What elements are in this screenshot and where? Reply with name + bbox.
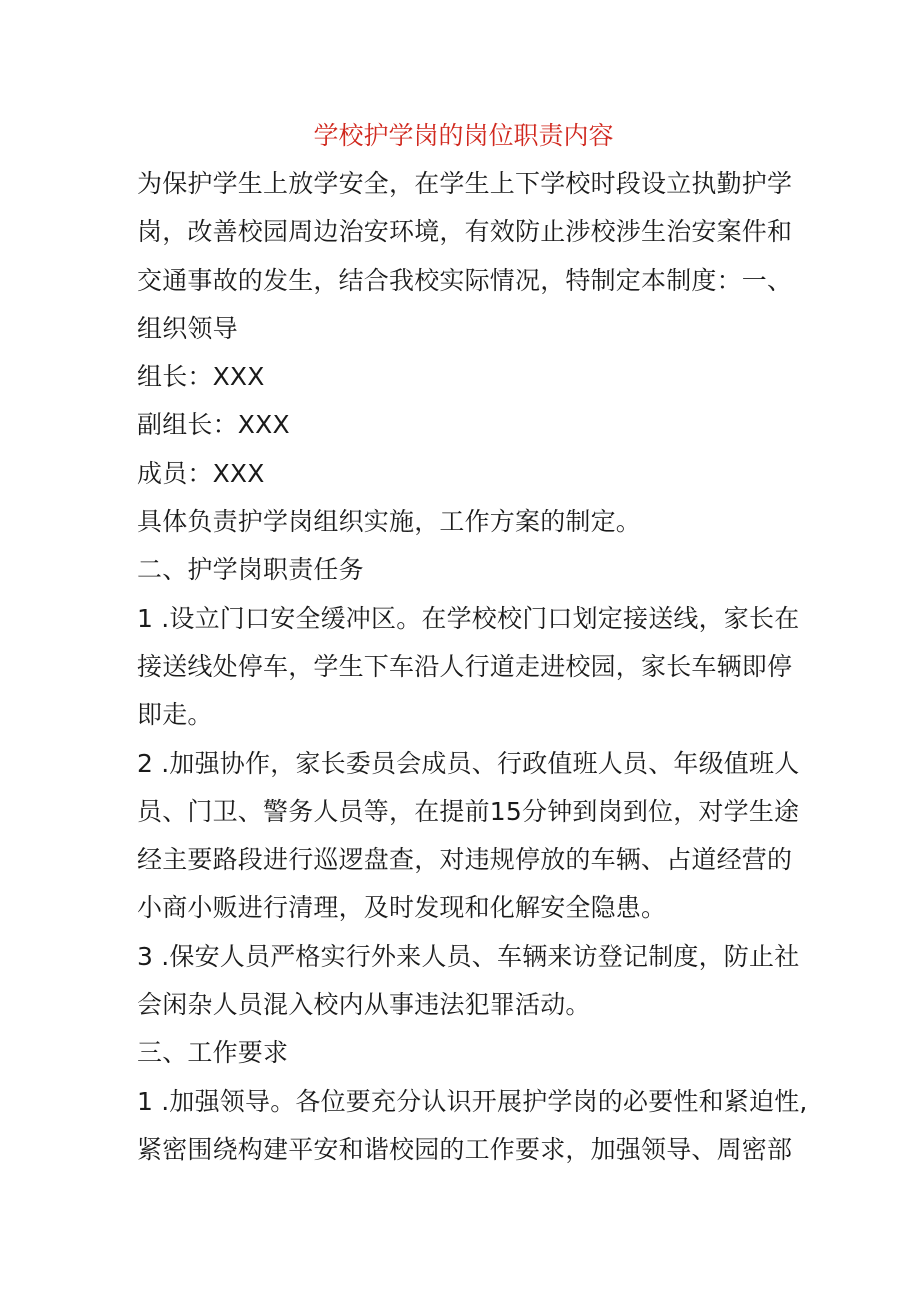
deputy-group-leader: 副组长：XXX [137,410,290,440]
body-line: 岗，改善校园周边治安环境，有效防止涉校涉生治安案件和 [137,217,793,247]
list-item: 1 .设立门口安全缓冲区。在学校校门口划定接送线，家长在 [137,603,800,633]
body-line: 员、门卫、警务人员等，在提前15分钟到岗到位，对学生途 [137,796,800,826]
body-line: 即走。 [137,700,213,730]
section-heading: 组织领导 [137,313,238,343]
body-line: 紧密围绕构建平安和谐校园的工作要求，加强领导、周密部 [137,1134,793,1164]
list-item: 2 .加强协作，家长委员会成员、行政值班人员、年级值班人 [137,748,800,778]
body-line: 为保护学生上放学安全，在学生上下学校时段设立执勤护学 [137,169,793,198]
list-item: 3 .保安人员严格实行外来人员、车辆来访登记制度，防止社 [137,941,800,971]
document-title: 学校护学岗的岗位职责内容 [313,121,614,150]
body-line: 小商小贩进行清理，及时发现和化解安全隐患。 [137,893,667,923]
body-line: 交通事故的发生，结合我校实际情况，特制定本制度：一、 [137,265,793,295]
section-heading: 三、工作要求 [137,1038,289,1068]
body-line: 接送线处停车，学生下车沿人行道走进校园，家长车辆即停 [137,651,793,681]
body-line: 会闲杂人员混入校内从事违法犯罪活动。 [137,990,591,1020]
group-members: 成员：XXX [137,458,265,488]
body-line: 经主要路段进行巡逻盘查，对违规停放的车辆、占道经营的 [137,845,793,875]
list-item: 1 .加强领导。各位要充分认识开展护学岗的必要性和紧迫性, [137,1086,808,1116]
section-heading: 二、护学岗职责任务 [137,555,364,585]
group-leader: 组长：XXX [137,362,265,392]
body-line: 具体负责护学岗组织实施，工作方案的制定。 [137,507,642,537]
document-body [137,160,808,1174]
